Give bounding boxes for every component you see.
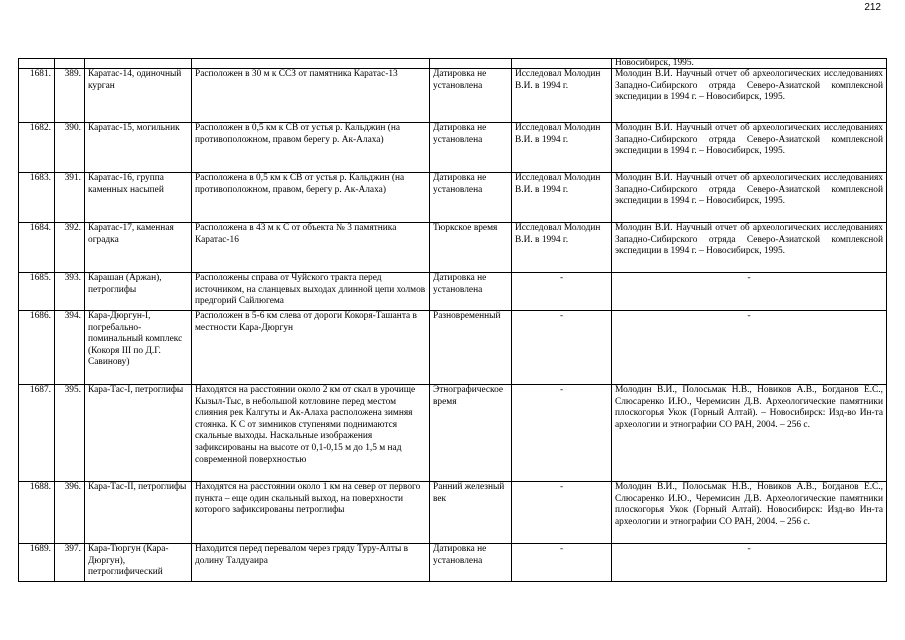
cell-location: Расположена в 43 м к С от объекта № 3 памятника Каратас-16 xyxy=(192,223,430,273)
continuation-row xyxy=(19,59,887,69)
cell-location: Расположены справа от Чуйского тракта перед источником, на сланцевых выходах длинной цепи холмов предгорий Сайлюгема xyxy=(192,273,430,311)
cell-num: 1682. xyxy=(19,123,55,173)
cell-idx: 392. xyxy=(55,223,85,273)
cell-name: Карашан (Аржан), петроглифы xyxy=(85,273,192,311)
cell-researcher: Исследовал Молодин В.И. в 1994 г. xyxy=(512,123,612,173)
cell-dating: Датировка не установлена xyxy=(430,173,512,223)
cell-name: Каратас-17, каменная оградка xyxy=(85,223,192,273)
cell-idx: 394. xyxy=(55,311,85,385)
cell-dating: Разновременный xyxy=(430,311,512,385)
monument-registry-table xyxy=(18,58,887,582)
cell-dating: Датировка не установлена xyxy=(430,544,512,582)
cell-idx: 393. xyxy=(55,273,85,311)
cell-dating: Этнографическое время xyxy=(430,385,512,482)
cell-name: Каратас-16, группа каменных насыпей xyxy=(85,173,192,223)
cell-location xyxy=(192,59,430,69)
cell-literature: - xyxy=(612,273,887,311)
cell-location: Расположен в 0,5 км к СВ от устья р. Кальджин (на противоположном, правом берегу р. Ак-Алаха) xyxy=(192,123,430,173)
cell-literature: Молодин В.И. Научный отчет об археологических исследованиях Западно-Сибирского отряда Северо-Азиатской комплексной экспедиции в 1994 г. – Новосибирск, 1995. xyxy=(612,223,887,273)
cell-num: 1684. xyxy=(19,223,55,273)
cell-literature: Молодин В.И. Научный отчет об археологических исследованиях Западно-Сибирского отряда Северо-Азиатской комплексной экспедиции в 1994 г. – Новосибирск, 1995. xyxy=(612,173,887,223)
cell-researcher xyxy=(512,59,612,69)
cell-num: 1688. xyxy=(19,482,55,544)
table-row xyxy=(19,223,887,273)
cell-location: Находятся на расстоянии около 2 км от скал в урочище Кызыл-Тыс, в небольшой котловине перед местом слияния рек Калгуты и Ак-Алаха расположена зимняя стоянка. К С от зимников ступенями поднимаются скальные выходы. Наскальные изображения зафиксированы на высоте от 0,1-0,15 м до 1,5 м над современной поверхностью xyxy=(192,385,430,482)
cell-name: Каратас-15, могильник xyxy=(85,123,192,173)
cell-idx xyxy=(55,59,85,69)
cell-literature: Новосибирск, 1995. xyxy=(612,59,887,69)
cell-num: 1681. xyxy=(19,69,55,123)
cell-num: 1689. xyxy=(19,544,55,582)
cell-name: Кара-Тас-II, петроглифы xyxy=(85,482,192,544)
cell-num: 1687. xyxy=(19,385,55,482)
cell-literature: Молодин В.И. Научный отчет об археологических исследованиях Западно-Сибирского отряда Северо-Азиатской комплексной экспедиции в 1994 г. – Новосибирск, 1995. xyxy=(612,123,887,173)
cell-dating: Датировка не установлена xyxy=(430,69,512,123)
cell-num xyxy=(19,59,55,69)
cell-num: 1683. xyxy=(19,173,55,223)
table-row xyxy=(19,273,887,311)
cell-researcher: Исследовал Молодин В.И. в 1994 г. xyxy=(512,69,612,123)
cell-idx: 389. xyxy=(55,69,85,123)
cell-idx: 395. xyxy=(55,385,85,482)
cell-dating: Тюркское время xyxy=(430,223,512,273)
cell-researcher: Исследовал Молодин В.И. в 1994 г. xyxy=(512,173,612,223)
table-row xyxy=(19,544,887,582)
cell-idx: 396. xyxy=(55,482,85,544)
cell-literature: Молодин В.И., Полосьмак Н.В., Новиков А.В., Богданов Е.С., Слюсаренко И.Ю., Черемисин Д.В. Археологические памятники плоскогорья Укок (Горный Алтай). Новосибирск: Изд-во Ин-та археологии и этнографии СО РАН, 2004. – 256 с. xyxy=(612,482,887,544)
cell-researcher: - xyxy=(512,273,612,311)
cell-idx: 391. xyxy=(55,173,85,223)
cell-name: Кара-Тюргун (Кара-Дюргун), петроглифический xyxy=(85,544,192,582)
cell-dating: Датировка не установлена xyxy=(430,273,512,311)
page-number: 212 xyxy=(864,2,881,13)
cell-researcher: - xyxy=(512,385,612,482)
cell-dating: Ранний железный век xyxy=(430,482,512,544)
cell-location: Находятся на расстоянии около 1 км на север от первого пункта – еще один скальный выход, на поверхности которого зафиксированы петроглифы xyxy=(192,482,430,544)
cell-location: Расположен в 5-6 км слева от дороги Кокоря-Ташанта в местности Кара-Дюргун xyxy=(192,311,430,385)
cell-name: Кара-Дюргун-I, погребально-поминальный комплекс (Кокоря III по Д.Г. Савинову) xyxy=(85,311,192,385)
table-row xyxy=(19,123,887,173)
cell-location: Расположен в 30 м к ССЗ от памятника Каратас-13 xyxy=(192,69,430,123)
cell-dating: Датировка не установлена xyxy=(430,123,512,173)
cell-idx: 390. xyxy=(55,123,85,173)
cell-name: Каратас-14, одиночный курган xyxy=(85,69,192,123)
cell-num: 1685. xyxy=(19,273,55,311)
table-row xyxy=(19,69,887,123)
cell-location: Расположена в 0,5 км к СВ от устья р. Кальджин (на противоположном, правом, берегу р. Ак-Алаха) xyxy=(192,173,430,223)
table-row xyxy=(19,173,887,223)
table-row xyxy=(19,385,887,482)
cell-researcher: - xyxy=(512,482,612,544)
cell-dating xyxy=(430,59,512,69)
table-row xyxy=(19,482,887,544)
cell-researcher: - xyxy=(512,544,612,582)
table-row xyxy=(19,311,887,385)
cell-location: Находится перед перевалом через гряду Туру-Алты в долину Талдуаира xyxy=(192,544,430,582)
cell-researcher: - xyxy=(512,311,612,385)
cell-name: Кара-Тас-I, петроглифы xyxy=(85,385,192,482)
cell-name xyxy=(85,59,192,69)
cell-num: 1686. xyxy=(19,311,55,385)
cell-literature: - xyxy=(612,544,887,582)
cell-literature: Молодин В.И. Научный отчет об археологических исследованиях Западно-Сибирского отряда Северо-Азиатской комплексной экспедиции в 1994 г. – Новосибирск, 1995. xyxy=(612,69,887,123)
cell-literature: Молодин В.И., Полосьмак Н.В., Новиков А.В., Богданов Е.С., Слюсаренко И.Ю., Черемисин Д.В. Археологические памятники плоскогорья Укок (Горный Алтай). – Новосибирск: Изд-во Ин-та археологии и этнографии СО РАН, 2004. – 256 с. xyxy=(612,385,887,482)
cell-idx: 397. xyxy=(55,544,85,582)
cell-researcher: Исследовал Молодин В.И. в 1994 г. xyxy=(512,223,612,273)
cell-literature: - xyxy=(612,311,887,385)
